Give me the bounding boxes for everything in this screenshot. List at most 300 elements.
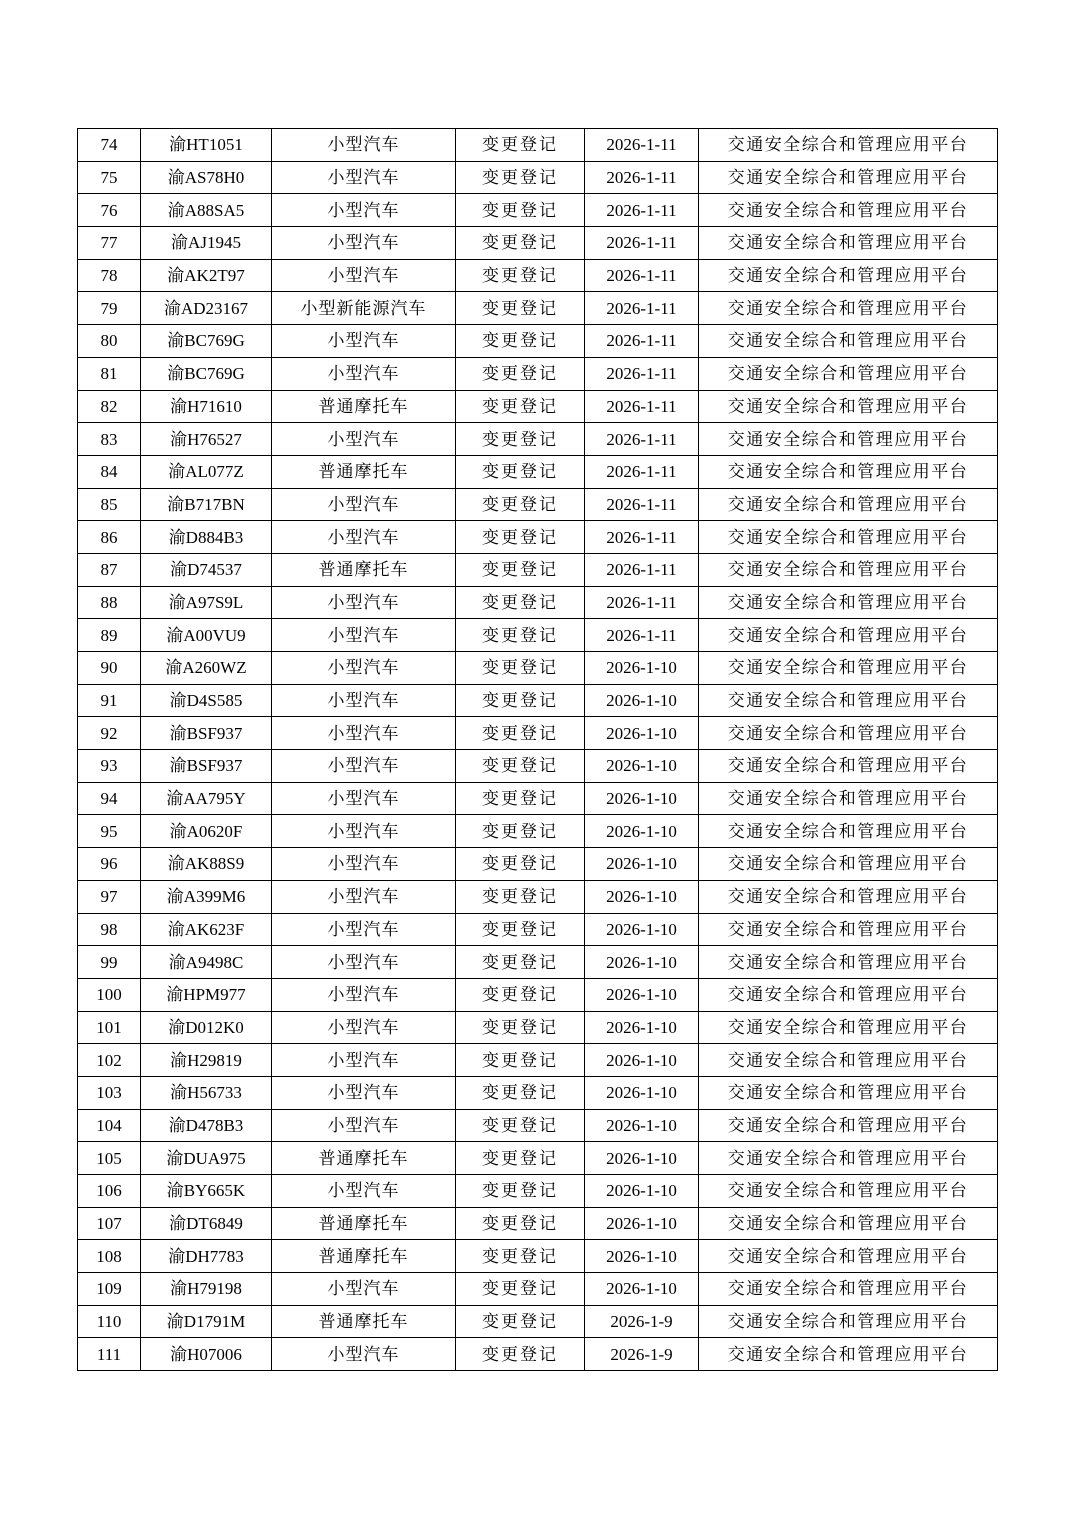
plate-number: 渝BSF937 [169, 723, 243, 743]
registration-date: 2026-1-10 [606, 658, 677, 678]
platform-cell [699, 521, 998, 554]
vehicle-type-cell [272, 259, 456, 292]
row-number-cell [78, 652, 141, 685]
plate-cell [141, 717, 272, 750]
action-cell [456, 455, 585, 488]
platform-cell [699, 750, 998, 783]
row-number: 75 [100, 168, 118, 188]
plate-cell [141, 1305, 272, 1338]
date-cell [585, 1076, 699, 1109]
row-number-cell [78, 1338, 141, 1371]
action-type: 变更登记 [482, 1181, 558, 1201]
platform-name: 交通安全综合和管理应用平台 [727, 821, 969, 841]
registration-date: 2026-1-11 [606, 331, 677, 351]
date-cell [585, 455, 699, 488]
vehicle-type: 小型汽车 [327, 756, 400, 776]
table-row [78, 880, 998, 913]
vehicle-type-cell [272, 1076, 456, 1109]
plate-cell [141, 325, 272, 358]
platform-cell [699, 946, 998, 979]
date-cell [585, 357, 699, 390]
date-cell [585, 521, 699, 554]
plate-cell [141, 750, 272, 783]
vehicle-type: 小型汽车 [327, 821, 400, 841]
action-cell [456, 586, 585, 619]
action-type: 变更登记 [482, 1214, 558, 1234]
row-number: 95 [100, 821, 118, 841]
action-type: 变更登记 [482, 1050, 558, 1070]
row-number: 76 [100, 200, 118, 220]
action-cell [456, 390, 585, 423]
plate-number: 渝H56733 [170, 1083, 242, 1103]
vehicle-type-cell [272, 1175, 456, 1208]
registration-date: 2026-1-10 [606, 952, 677, 972]
plate-cell [141, 1142, 272, 1175]
vehicle-type: 小型汽车 [327, 1050, 400, 1070]
vehicle-type-cell [272, 619, 456, 652]
action-cell [456, 194, 585, 227]
platform-name: 交通安全综合和管理应用平台 [727, 1050, 969, 1070]
action-type: 变更登记 [482, 592, 558, 612]
vehicle-type-cell [272, 357, 456, 390]
row-number-cell [78, 913, 141, 946]
vehicle-type: 普通摩托车 [318, 462, 409, 482]
platform-name: 交通安全综合和管理应用平台 [727, 560, 969, 580]
action-type: 变更登记 [482, 364, 558, 384]
row-number: 101 [96, 1017, 122, 1037]
row-number: 108 [96, 1246, 122, 1266]
plate-number: 渝H29819 [170, 1050, 242, 1070]
row-number: 74 [100, 135, 118, 155]
action-type: 变更登记 [482, 560, 558, 580]
platform-cell [699, 423, 998, 456]
platform-name: 交通安全综合和管理应用平台 [727, 266, 969, 286]
platform-cell [699, 455, 998, 488]
table-row [78, 1240, 998, 1273]
table-row [78, 227, 998, 260]
row-number-cell [78, 946, 141, 979]
platform-name: 交通安全综合和管理应用平台 [727, 887, 969, 907]
plate-cell [141, 521, 272, 554]
plate-number: 渝D884B3 [168, 527, 244, 547]
vehicle-type-cell [272, 292, 456, 325]
registration-date: 2026-1-11 [606, 200, 677, 220]
row-number-cell [78, 161, 141, 194]
platform-name: 交通安全综合和管理应用平台 [727, 1017, 969, 1037]
table-row [78, 848, 998, 881]
vehicle-type: 普通摩托车 [318, 1246, 409, 1266]
row-number: 80 [100, 331, 118, 351]
plate-cell [141, 619, 272, 652]
platform-cell [699, 1273, 998, 1306]
plate-cell [141, 292, 272, 325]
plate-cell [141, 1207, 272, 1240]
vehicle-type: 小型汽车 [327, 691, 400, 711]
date-cell [585, 423, 699, 456]
vehicle-type: 小型汽车 [327, 429, 400, 449]
action-type: 变更登记 [482, 298, 558, 318]
registration-date: 2026-1-10 [606, 789, 677, 809]
vehicle-type-cell [272, 227, 456, 260]
action-cell [456, 978, 585, 1011]
row-number-cell [78, 455, 141, 488]
plate-cell [141, 423, 272, 456]
vehicle-type: 普通摩托车 [318, 1148, 409, 1168]
platform-cell [699, 717, 998, 750]
platform-name: 交通安全综合和管理应用平台 [727, 592, 969, 612]
registration-date: 2026-1-10 [606, 756, 677, 776]
platform-name: 交通安全综合和管理应用平台 [727, 1279, 969, 1299]
plate-cell [141, 652, 272, 685]
plate-cell [141, 390, 272, 423]
date-cell [585, 1305, 699, 1338]
action-cell [456, 684, 585, 717]
action-cell [456, 1273, 585, 1306]
action-cell [456, 553, 585, 586]
vehicle-type: 小型汽车 [327, 1083, 400, 1103]
plate-number: 渝B717BN [167, 494, 245, 514]
vehicle-type: 普通摩托车 [318, 560, 409, 580]
plate-number: 渝DH7783 [168, 1246, 244, 1266]
vehicle-type-cell [272, 129, 456, 162]
platform-cell [699, 390, 998, 423]
row-number-cell [78, 1273, 141, 1306]
row-number: 87 [100, 560, 118, 580]
plate-number: 渝AL077Z [168, 462, 244, 482]
action-type: 变更登记 [482, 233, 558, 253]
row-number-cell [78, 553, 141, 586]
platform-name: 交通安全综合和管理应用平台 [727, 494, 969, 514]
plate-cell [141, 1011, 272, 1044]
vehicle-type: 小型汽车 [327, 1017, 400, 1037]
date-cell [585, 129, 699, 162]
platform-cell [699, 978, 998, 1011]
date-cell [585, 259, 699, 292]
vehicle-type: 小型汽车 [327, 625, 400, 645]
row-number-cell [78, 1240, 141, 1273]
date-cell [585, 1338, 699, 1371]
table-row [78, 357, 998, 390]
table-row [78, 194, 998, 227]
table-row [78, 586, 998, 619]
date-cell [585, 586, 699, 619]
date-cell [585, 978, 699, 1011]
platform-name: 交通安全综合和管理应用平台 [727, 1214, 969, 1234]
action-type: 变更登记 [482, 396, 558, 416]
registration-date: 2026-1-10 [606, 821, 677, 841]
vehicle-type-cell [272, 1338, 456, 1371]
date-cell [585, 194, 699, 227]
plate-cell [141, 357, 272, 390]
table-row [78, 815, 998, 848]
platform-cell [699, 815, 998, 848]
action-type: 变更登记 [482, 887, 558, 907]
platform-cell [699, 1305, 998, 1338]
action-type: 变更登记 [482, 821, 558, 841]
platform-cell [699, 880, 998, 913]
vehicle-type-cell [272, 978, 456, 1011]
platform-name: 交通安全综合和管理应用平台 [727, 1181, 969, 1201]
action-type: 变更登记 [482, 985, 558, 1005]
action-cell [456, 1305, 585, 1338]
plate-number: 渝D4S585 [169, 691, 243, 711]
vehicle-type: 普通摩托车 [318, 1312, 409, 1332]
registration-date: 2026-1-10 [606, 854, 677, 874]
registration-date: 2026-1-11 [606, 625, 677, 645]
plate-number: 渝H79198 [170, 1279, 242, 1299]
registration-date: 2026-1-10 [606, 1115, 677, 1135]
row-number-cell [78, 1011, 141, 1044]
action-type: 变更登记 [482, 756, 558, 776]
action-type: 变更登记 [482, 723, 558, 743]
platform-name: 交通安全综合和管理应用平台 [727, 364, 969, 384]
action-type: 变更登记 [482, 1279, 558, 1299]
vehicle-type-cell [272, 553, 456, 586]
platform-name: 交通安全综合和管理应用平台 [727, 1115, 969, 1135]
registration-date: 2026-1-10 [606, 1279, 677, 1299]
action-cell [456, 1338, 585, 1371]
platform-name: 交通安全综合和管理应用平台 [727, 429, 969, 449]
platform-name: 交通安全综合和管理应用平台 [727, 789, 969, 809]
registration-table-body [78, 129, 998, 1371]
table-row [78, 292, 998, 325]
platform-name: 交通安全综合和管理应用平台 [727, 527, 969, 547]
vehicle-type: 小型汽车 [327, 168, 400, 188]
vehicle-type-cell [272, 325, 456, 358]
platform-cell [699, 1175, 998, 1208]
row-number: 85 [100, 494, 118, 514]
plate-cell [141, 978, 272, 1011]
action-type: 变更登记 [482, 429, 558, 449]
row-number: 111 [96, 1344, 122, 1364]
plate-cell [141, 848, 272, 881]
platform-cell [699, 586, 998, 619]
table-row [78, 1175, 998, 1208]
action-type: 变更登记 [482, 1246, 558, 1266]
registration-date: 2026-1-11 [606, 135, 677, 155]
vehicle-type: 小型新能源汽车 [300, 298, 427, 318]
action-type: 变更登记 [482, 1312, 558, 1332]
vehicle-type: 小型汽车 [327, 789, 400, 809]
date-cell [585, 1273, 699, 1306]
vehicle-type: 小型汽车 [327, 1115, 400, 1135]
vehicle-type: 小型汽车 [327, 200, 400, 220]
vehicle-type-cell [272, 1305, 456, 1338]
action-cell [456, 259, 585, 292]
platform-name: 交通安全综合和管理应用平台 [727, 1083, 969, 1103]
vehicle-type-cell [272, 1273, 456, 1306]
plate-number: 渝A260WZ [165, 658, 247, 678]
vehicle-type: 小型汽车 [327, 266, 400, 286]
row-number: 88 [100, 592, 118, 612]
row-number: 98 [100, 919, 118, 939]
plate-cell [141, 782, 272, 815]
row-number-cell [78, 1305, 141, 1338]
platform-name: 交通安全综合和管理应用平台 [727, 952, 969, 972]
vehicle-type-cell [272, 161, 456, 194]
platform-cell [699, 652, 998, 685]
platform-cell [699, 1044, 998, 1077]
plate-number: 渝AJ1945 [171, 233, 241, 253]
vehicle-type-cell [272, 423, 456, 456]
row-number: 103 [96, 1083, 122, 1103]
registration-date: 2026-1-10 [606, 887, 677, 907]
plate-number: 渝DT6849 [169, 1214, 243, 1234]
row-number-cell [78, 423, 141, 456]
vehicle-type-cell [272, 521, 456, 554]
registration-date: 2026-1-10 [606, 691, 677, 711]
plate-number: 渝HT1051 [169, 135, 243, 155]
platform-name: 交通安全综合和管理应用平台 [727, 200, 969, 220]
plate-cell [141, 586, 272, 619]
table-row [78, 1142, 998, 1175]
plate-number: 渝AA795Y [166, 789, 246, 809]
table-row [78, 1044, 998, 1077]
date-cell [585, 390, 699, 423]
plate-cell [141, 259, 272, 292]
platform-cell [699, 684, 998, 717]
vehicle-type-cell [272, 1011, 456, 1044]
platform-cell [699, 161, 998, 194]
vehicle-type-cell [272, 1109, 456, 1142]
vehicle-type-cell [272, 652, 456, 685]
table-row [78, 717, 998, 750]
table-row [78, 652, 998, 685]
vehicle-type-cell [272, 750, 456, 783]
action-cell [456, 1207, 585, 1240]
plate-cell [141, 880, 272, 913]
action-cell [456, 521, 585, 554]
action-cell [456, 1240, 585, 1273]
table-row [78, 913, 998, 946]
row-number-cell [78, 1076, 141, 1109]
platform-name: 交通安全综合和管理应用平台 [727, 168, 969, 188]
action-cell [456, 880, 585, 913]
vehicle-type: 小型汽车 [327, 658, 400, 678]
date-cell [585, 848, 699, 881]
row-number: 90 [100, 658, 118, 678]
plate-number: 渝H76527 [170, 429, 242, 449]
action-cell [456, 1142, 585, 1175]
vehicle-type-cell [272, 782, 456, 815]
registration-date: 2026-1-10 [606, 1214, 677, 1234]
action-cell [456, 652, 585, 685]
table-row [78, 488, 998, 521]
row-number-cell [78, 521, 141, 554]
platform-cell [699, 488, 998, 521]
plate-cell [141, 1175, 272, 1208]
vehicle-type: 普通摩托车 [318, 1214, 409, 1234]
row-number-cell [78, 880, 141, 913]
plate-number: 渝AS78H0 [167, 168, 245, 188]
row-number-cell [78, 194, 141, 227]
row-number: 81 [100, 364, 118, 384]
date-cell [585, 1109, 699, 1142]
row-number: 97 [100, 887, 118, 907]
vehicle-type: 小型汽车 [327, 364, 400, 384]
vehicle-type-cell [272, 684, 456, 717]
date-cell [585, 782, 699, 815]
platform-name: 交通安全综合和管理应用平台 [727, 756, 969, 776]
plate-number: 渝BSF937 [169, 756, 243, 776]
row-number: 96 [100, 854, 118, 874]
row-number: 77 [100, 233, 118, 253]
vehicle-type: 普通摩托车 [318, 396, 409, 416]
plate-number: 渝A9498C [168, 952, 244, 972]
plate-cell [141, 913, 272, 946]
platform-name: 交通安全综合和管理应用平台 [727, 919, 969, 939]
row-number-cell [78, 488, 141, 521]
action-cell [456, 815, 585, 848]
plate-number: 渝A88SA5 [167, 200, 245, 220]
row-number-cell [78, 619, 141, 652]
table-row [78, 619, 998, 652]
date-cell [585, 1011, 699, 1044]
plate-cell [141, 1109, 272, 1142]
platform-cell [699, 292, 998, 325]
row-number-cell [78, 129, 141, 162]
platform-name: 交通安全综合和管理应用平台 [727, 854, 969, 874]
date-cell [585, 1044, 699, 1077]
registration-date: 2026-1-10 [606, 723, 677, 743]
date-cell [585, 553, 699, 586]
date-cell [585, 1175, 699, 1208]
action-cell [456, 946, 585, 979]
plate-number: 渝BY665K [166, 1181, 246, 1201]
vehicle-type-cell [272, 815, 456, 848]
vehicle-type-cell [272, 194, 456, 227]
registration-date: 2026-1-10 [606, 1148, 677, 1168]
row-number: 84 [100, 462, 118, 482]
row-number-cell [78, 259, 141, 292]
platform-cell [699, 1142, 998, 1175]
registration-date: 2026-1-10 [606, 1017, 677, 1037]
action-cell [456, 750, 585, 783]
plate-cell [141, 1044, 272, 1077]
plate-number: 渝BC769G [167, 331, 245, 351]
action-cell [456, 782, 585, 815]
vehicle-type: 小型汽车 [327, 592, 400, 612]
row-number: 109 [96, 1279, 122, 1299]
table-row [78, 978, 998, 1011]
action-cell [456, 423, 585, 456]
row-number-cell [78, 390, 141, 423]
action-cell [456, 1109, 585, 1142]
plate-number: 渝AK2T97 [167, 266, 245, 286]
row-number-cell [78, 1207, 141, 1240]
vehicle-type-cell [272, 848, 456, 881]
action-type: 变更登记 [482, 1017, 558, 1037]
action-cell [456, 717, 585, 750]
registration-date: 2026-1-10 [606, 919, 677, 939]
row-number-cell [78, 815, 141, 848]
date-cell [585, 815, 699, 848]
row-number-cell [78, 782, 141, 815]
row-number-cell [78, 227, 141, 260]
action-type: 变更登记 [482, 1148, 558, 1168]
registration-date: 2026-1-10 [606, 985, 677, 1005]
row-number: 110 [96, 1312, 122, 1332]
action-type: 变更登记 [482, 494, 558, 514]
row-number-cell [78, 586, 141, 619]
action-type: 变更登记 [482, 527, 558, 547]
plate-number: 渝A399M6 [166, 887, 246, 907]
registration-date: 2026-1-10 [606, 1050, 677, 1070]
platform-name: 交通安全综合和管理应用平台 [727, 723, 969, 743]
table-row [78, 129, 998, 162]
platform-name: 交通安全综合和管理应用平台 [727, 1344, 969, 1364]
action-cell [456, 913, 585, 946]
